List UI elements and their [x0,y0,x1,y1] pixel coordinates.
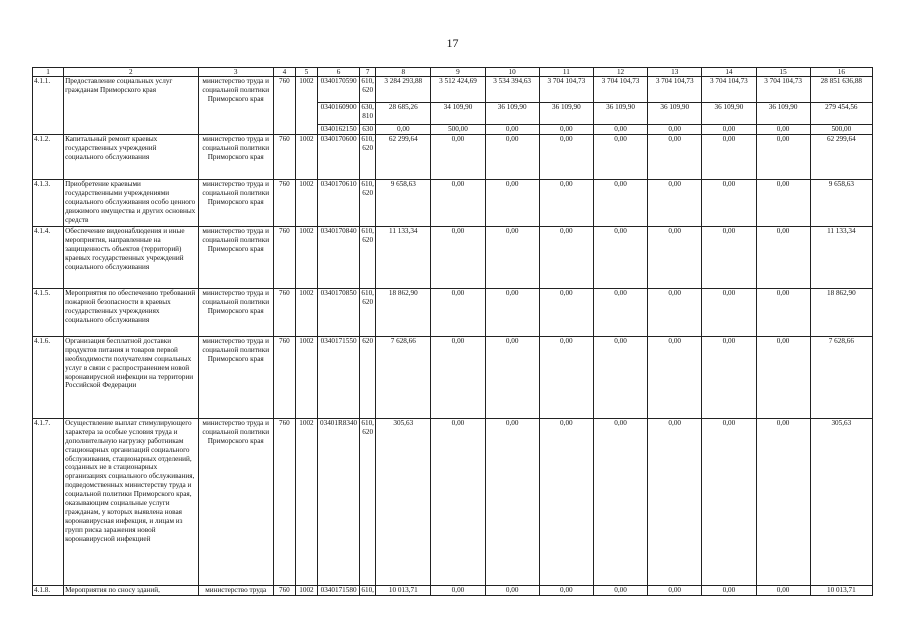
row-rzpr: 1002 [295,134,317,179]
value-cell: 0,00 [756,125,810,135]
value-cell: 0,00 [431,179,485,226]
total-cell: 10 013,71 [810,585,872,595]
col-header: 1 [33,68,64,77]
value-cell: 0,00 [702,585,756,595]
col-header: 7 [360,68,376,77]
value-cell: 0,00 [539,179,593,226]
value-cell: 0,00 [539,125,593,135]
value-cell: 3 534 394,63 [485,77,539,103]
table-body [33,77,873,596]
value-cell: 0,00 [702,226,756,288]
col-header: 16 [810,68,872,77]
budget-table [32,67,873,596]
value-cell: 0,00 [756,418,810,585]
row-org: министерство труда и социальной политики Приморского края [198,77,273,135]
row-rzpr: 1002 [295,77,317,135]
total-cell: 28 851 636,88 [810,77,872,103]
row-rzpr: 1002 [295,336,317,418]
col-header: 15 [756,68,810,77]
total-cell: 11 133,34 [810,226,872,288]
row-grbs: 760 [273,336,295,418]
value-cell: 18 862,90 [376,288,431,336]
row-vr: 630 [360,125,376,135]
table-row [33,226,873,288]
row-org: министерство труда и социальной политики Приморского края [198,418,273,585]
value-cell: 36 109,90 [593,103,647,125]
col-header: 5 [295,68,317,77]
value-cell: 0,00 [431,418,485,585]
row-rzpr: 1002 [295,179,317,226]
value-cell: 36 109,90 [539,103,593,125]
row-grbs: 760 [273,77,295,135]
row-vr: 610, 620 [360,288,376,336]
row-grbs: 760 [273,226,295,288]
table-row [33,179,873,226]
row-name: Капитальный ремонт краевых государственных учреждений социального обслуживания [64,134,198,179]
row-vr: 610, 620 [360,77,376,103]
row-csr: 0340170850 [318,288,360,336]
row-rzpr: 1002 [295,585,317,595]
value-cell: 36 109,90 [648,103,702,125]
total-cell: 7 628,66 [810,336,872,418]
value-cell: 0,00 [485,134,539,179]
col-header: 4 [273,68,295,77]
value-cell: 0,00 [648,418,702,585]
value-cell: 0,00 [702,134,756,179]
col-header: 10 [485,68,539,77]
row-csr: 0340170590 [318,77,360,103]
value-cell: 0,00 [539,418,593,585]
value-cell: 0,00 [756,288,810,336]
header-row [33,68,873,77]
col-header: 8 [376,68,431,77]
total-cell: 279 454,56 [810,103,872,125]
value-cell: 500,00 [431,125,485,135]
value-cell: 28 685,26 [376,103,431,125]
row-name: Организация бесплатной доставки продуктов питания и товаров первой необходимости получателям социальных услуг в связи с распространением новой коронавирусной инфекции на территории Российской Федерации [64,336,198,418]
value-cell: 10 013,71 [376,585,431,595]
value-cell: 0,00 [702,179,756,226]
value-cell: 3 704 104,73 [593,77,647,103]
row-grbs: 760 [273,585,295,595]
col-header: 12 [593,68,647,77]
value-cell: 0,00 [539,336,593,418]
value-cell: 0,00 [485,125,539,135]
value-cell: 0,00 [431,226,485,288]
value-cell: 36 109,90 [485,103,539,125]
value-cell: 0,00 [593,134,647,179]
value-cell: 3 704 104,73 [539,77,593,103]
value-cell: 0,00 [648,336,702,418]
total-cell: 500,00 [810,125,872,135]
row-name: Обеспечение видеонаблюдения и иные мероприятия, направленные на защищенность объектов (территорий) краевых государственных учреждений социального обслуживания [64,226,198,288]
value-cell: 3 704 104,73 [756,77,810,103]
row-grbs: 760 [273,179,295,226]
row-grbs: 760 [273,134,295,179]
value-cell: 0,00 [593,288,647,336]
row-rzpr: 1002 [295,226,317,288]
row-rzpr: 1002 [295,418,317,585]
value-cell: 0,00 [485,418,539,585]
value-cell: 0,00 [593,585,647,595]
row-org: министерство труда и социальной политики Приморского края [198,226,273,288]
col-header: 2 [64,68,198,77]
row-vr: 610, 620 [360,226,376,288]
value-cell: 0,00 [485,288,539,336]
row-vr: 610, 620 [360,134,376,179]
value-cell: 0,00 [648,226,702,288]
value-cell: 305,63 [376,418,431,585]
row-org: министерство труда и социальной политики Приморского края [198,179,273,226]
value-cell: 0,00 [648,125,702,135]
row-number: 4.1.3. [33,179,64,226]
col-header: 14 [702,68,756,77]
value-cell: 0,00 [593,226,647,288]
value-cell: 0,00 [539,226,593,288]
row-name: Приобретение краевыми государственными учреждениями социального обслуживания особо ценного движимого имущества и других основных средств [64,179,198,226]
value-cell: 0,00 [648,288,702,336]
table-row [33,585,873,595]
value-cell: 3 512 424,69 [431,77,485,103]
row-csr: 0340170610 [318,179,360,226]
table-row [33,77,873,103]
row-csr: 0340162150 [318,125,360,135]
table-row [33,418,873,585]
total-cell: 305,63 [810,418,872,585]
table-row [33,288,873,336]
value-cell: 0,00 [648,179,702,226]
page-number: 17 [446,36,459,50]
value-cell: 62 299,64 [376,134,431,179]
total-cell: 18 862,90 [810,288,872,336]
total-cell: 9 658,63 [810,179,872,226]
row-csr: 0340171580 [318,585,360,595]
value-cell: 0,00 [648,134,702,179]
value-cell: 0,00 [702,336,756,418]
col-header: 6 [318,68,360,77]
value-cell: 0,00 [702,288,756,336]
value-cell: 0,00 [431,585,485,595]
row-csr: 0340160900 [318,103,360,125]
row-number: 4.1.1. [33,77,64,135]
value-cell: 11 133,34 [376,226,431,288]
value-cell: 0,00 [593,125,647,135]
row-number: 4.1.4. [33,226,64,288]
row-vr: 630, 810 [360,103,376,125]
col-header: 3 [198,68,273,77]
value-cell: 0,00 [702,125,756,135]
value-cell: 3 284 293,88 [376,77,431,103]
row-name: Осуществление выплат стимулирующего характера за особые условия труда и дополнительную нагрузку работникам стационарных организаций социального обслуживания, стационарных отделений, созданных не в стационарных организациях социального обслуживания, подведомственных министерству труда и социальной политики Приморского края, оказывающим социальные услуги гражданам, у которых выявлена новая коронавирусная инфекция, и лицам из групп риска заражения новой коронавирусной инфекцией [64,418,198,585]
value-cell: 0,00 [539,134,593,179]
value-cell: 0,00 [431,336,485,418]
value-cell: 0,00 [593,179,647,226]
value-cell: 34 109,90 [431,103,485,125]
value-cell: 0,00 [593,418,647,585]
value-cell: 36 109,90 [702,103,756,125]
row-number: 4.1.5. [33,288,64,336]
row-org: министерство труда и социальной политики Приморского края [198,134,273,179]
row-number: 4.1.2. [33,134,64,179]
table-row [33,336,873,418]
value-cell: 3 704 104,73 [648,77,702,103]
row-name: Мероприятия по сносу зданий, [64,585,198,595]
row-org: министерство труда и социальной политики Приморского края [198,288,273,336]
value-cell: 0,00 [702,418,756,585]
value-cell: 0,00 [376,125,431,135]
value-cell: 0,00 [648,585,702,595]
col-header: 9 [431,68,485,77]
row-csr: 0340170840 [318,226,360,288]
row-name: Предоставление социальных услуг гражданам Приморского края [64,77,198,135]
value-cell: 3 704 104,73 [702,77,756,103]
value-cell: 0,00 [593,336,647,418]
value-cell: 0,00 [756,179,810,226]
value-cell: 0,00 [485,585,539,595]
value-cell: 0,00 [431,288,485,336]
row-rzpr: 1002 [295,288,317,336]
row-vr: 620 [360,336,376,418]
value-cell: 0,00 [756,134,810,179]
value-cell: 0,00 [756,585,810,595]
row-grbs: 760 [273,288,295,336]
value-cell: 0,00 [539,585,593,595]
row-org: министерство труда [198,585,273,595]
value-cell: 0,00 [756,336,810,418]
value-cell: 0,00 [431,134,485,179]
value-cell: 9 658,63 [376,179,431,226]
row-vr: 610, 620 [360,179,376,226]
row-number: 4.1.6. [33,336,64,418]
value-cell: 7 628,66 [376,336,431,418]
value-cell: 0,00 [485,226,539,288]
value-cell: 0,00 [539,288,593,336]
value-cell: 0,00 [485,336,539,418]
row-csr: 03401R8340 [318,418,360,585]
table-row [33,134,873,179]
row-csr: 0340170600 [318,134,360,179]
row-number: 4.1.8. [33,585,64,595]
col-header: 11 [539,68,593,77]
row-name: Мероприятия по обеспечению требований пожарной безопасности в краевых государственных учреждениях социального обслуживания [64,288,198,336]
value-cell: 0,00 [485,179,539,226]
row-vr: 610, 620 [360,418,376,585]
row-csr: 0340171550 [318,336,360,418]
row-grbs: 760 [273,418,295,585]
row-number: 4.1.7. [33,418,64,585]
row-org: министерство труда и социальной политики Приморского края [198,336,273,418]
total-cell: 62 299,64 [810,134,872,179]
value-cell: 36 109,90 [756,103,810,125]
col-header: 13 [648,68,702,77]
row-vr: 610, [361,585,374,594]
value-cell: 0,00 [756,226,810,288]
